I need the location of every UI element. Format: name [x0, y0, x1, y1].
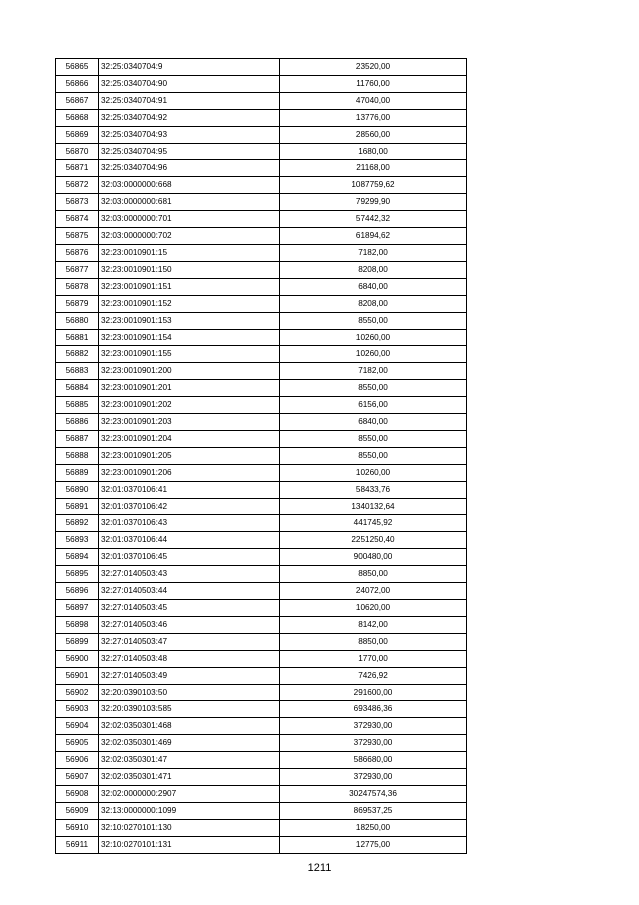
cadastral-number-cell: 32:23:0010901:204 [99, 430, 280, 447]
cadastral-number-cell: 32:01:0370106:42 [99, 498, 280, 515]
row-number-cell: 56871 [56, 160, 99, 177]
row-number-cell: 56889 [56, 464, 99, 481]
value-cell: 586680,00 [280, 752, 467, 769]
row-number-cell: 56886 [56, 414, 99, 431]
cadastral-number-cell: 32:23:0010901:153 [99, 312, 280, 329]
table-row [56, 616, 467, 633]
table-row [56, 802, 467, 819]
table-row [56, 414, 467, 431]
cadastral-number-cell: 32:03:0000000:702 [99, 228, 280, 245]
cadastral-number-cell: 32:25:0340704:95 [99, 143, 280, 160]
cadastral-number-cell: 32:23:0010901:206 [99, 464, 280, 481]
row-number-cell: 56893 [56, 532, 99, 549]
row-number-cell: 56910 [56, 819, 99, 836]
value-cell: 10620,00 [280, 600, 467, 617]
table-row [56, 59, 467, 76]
table-row [56, 160, 467, 177]
cadastral-number-cell: 32:01:0370106:41 [99, 481, 280, 498]
table-row [56, 312, 467, 329]
table-row [56, 228, 467, 245]
cadastral-number-cell: 32:02:0000000:2907 [99, 785, 280, 802]
cadastral-number-cell: 32:20:0390103:50 [99, 684, 280, 701]
cadastral-number-cell: 32:23:0010901:200 [99, 363, 280, 380]
value-cell: 8208,00 [280, 295, 467, 312]
table-row [56, 92, 467, 109]
row-number-cell: 56867 [56, 92, 99, 109]
value-cell: 47040,00 [280, 92, 467, 109]
cadastral-number-cell: 32:27:0140503:48 [99, 650, 280, 667]
table-row [56, 380, 467, 397]
row-number-cell: 56874 [56, 211, 99, 228]
row-number-cell: 56885 [56, 397, 99, 414]
value-cell: 1770,00 [280, 650, 467, 667]
cadastral-number-cell: 32:23:0010901:15 [99, 244, 280, 261]
cadastral-number-cell: 32:23:0010901:202 [99, 397, 280, 414]
row-number-cell: 56901 [56, 667, 99, 684]
cadastral-number-cell: 32:23:0010901:150 [99, 261, 280, 278]
value-cell: 6840,00 [280, 414, 467, 431]
table-row [56, 430, 467, 447]
row-number-cell: 56906 [56, 752, 99, 769]
cadastral-number-cell: 32:01:0370106:44 [99, 532, 280, 549]
value-cell: 1680,00 [280, 143, 467, 160]
value-cell: 8142,00 [280, 616, 467, 633]
cadastral-number-cell: 32:23:0010901:205 [99, 447, 280, 464]
value-cell: 10260,00 [280, 329, 467, 346]
cadastral-number-cell: 32:23:0010901:152 [99, 295, 280, 312]
value-cell: 6840,00 [280, 278, 467, 295]
value-cell: 8850,00 [280, 633, 467, 650]
cadastral-number-cell: 32:01:0370106:45 [99, 549, 280, 566]
row-number-cell: 56873 [56, 194, 99, 211]
row-number-cell: 56897 [56, 600, 99, 617]
cadastral-number-cell: 32:23:0010901:154 [99, 329, 280, 346]
table-row [56, 109, 467, 126]
value-cell: 10260,00 [280, 464, 467, 481]
cadastral-number-cell: 32:27:0140503:49 [99, 667, 280, 684]
row-number-cell: 56881 [56, 329, 99, 346]
value-cell: 79299,90 [280, 194, 467, 211]
table-row [56, 566, 467, 583]
cadastral-number-cell: 32:27:0140503:44 [99, 583, 280, 600]
cadastral-number-cell: 32:27:0140503:43 [99, 566, 280, 583]
table-row [56, 261, 467, 278]
table-row [56, 549, 467, 566]
value-cell: 8550,00 [280, 312, 467, 329]
value-cell: 1087759,62 [280, 177, 467, 194]
value-cell: 30247574,36 [280, 785, 467, 802]
row-number-cell: 56884 [56, 380, 99, 397]
cadastral-number-cell: 32:25:0340704:9 [99, 59, 280, 76]
value-cell: 2251250,40 [280, 532, 467, 549]
table-row [56, 194, 467, 211]
table-row [56, 836, 467, 853]
value-cell: 57442,32 [280, 211, 467, 228]
cadastral-number-cell: 32:27:0140503:46 [99, 616, 280, 633]
row-number-cell: 56902 [56, 684, 99, 701]
value-cell: 10260,00 [280, 346, 467, 363]
value-cell: 61894,62 [280, 228, 467, 245]
cadastral-value-table [55, 58, 467, 854]
table-row [56, 177, 467, 194]
cadastral-number-cell: 32:23:0010901:151 [99, 278, 280, 295]
cadastral-number-cell: 32:10:0270101:131 [99, 836, 280, 853]
value-cell: 6156,00 [280, 397, 467, 414]
value-cell: 7182,00 [280, 363, 467, 380]
cadastral-number-cell: 32:25:0340704:92 [99, 109, 280, 126]
table-row [56, 583, 467, 600]
value-cell: 8208,00 [280, 261, 467, 278]
table-row [56, 684, 467, 701]
cadastral-number-cell: 32:03:0000000:701 [99, 211, 280, 228]
row-number-cell: 56909 [56, 802, 99, 819]
table-row [56, 464, 467, 481]
value-cell: 24072,00 [280, 583, 467, 600]
table-row [56, 752, 467, 769]
table-row [56, 75, 467, 92]
row-number-cell: 56888 [56, 447, 99, 464]
row-number-cell: 56869 [56, 126, 99, 143]
cadastral-number-cell: 32:25:0340704:96 [99, 160, 280, 177]
table-row [56, 126, 467, 143]
cadastral-number-cell: 32:03:0000000:681 [99, 194, 280, 211]
table-row [56, 650, 467, 667]
row-number-cell: 56894 [56, 549, 99, 566]
cadastral-number-cell: 32:27:0140503:45 [99, 600, 280, 617]
table-row [56, 346, 467, 363]
row-number-cell: 56891 [56, 498, 99, 515]
table-row [56, 600, 467, 617]
cadastral-number-cell: 32:20:0390103:585 [99, 701, 280, 718]
value-cell: 8550,00 [280, 380, 467, 397]
table-row [56, 701, 467, 718]
row-number-cell: 56899 [56, 633, 99, 650]
row-number-cell: 56875 [56, 228, 99, 245]
table-row [56, 329, 467, 346]
cadastral-number-cell: 32:02:0350301:469 [99, 735, 280, 752]
row-number-cell: 56872 [56, 177, 99, 194]
row-number-cell: 56904 [56, 718, 99, 735]
table-row [56, 718, 467, 735]
table-row [56, 244, 467, 261]
row-number-cell: 56866 [56, 75, 99, 92]
table-row [56, 667, 467, 684]
row-number-cell: 56905 [56, 735, 99, 752]
row-number-cell: 56882 [56, 346, 99, 363]
table-row [56, 397, 467, 414]
value-cell: 12775,00 [280, 836, 467, 853]
cadastral-number-cell: 32:23:0010901:155 [99, 346, 280, 363]
page-number: 1211 [307, 862, 332, 874]
row-number-cell: 56876 [56, 244, 99, 261]
cadastral-number-cell: 32:25:0340704:91 [99, 92, 280, 109]
table-row [56, 447, 467, 464]
row-number-cell: 56878 [56, 278, 99, 295]
row-number-cell: 56907 [56, 769, 99, 786]
cadastral-number-cell: 32:27:0140503:47 [99, 633, 280, 650]
value-cell: 23520,00 [280, 59, 467, 76]
cadastral-number-cell: 32:01:0370106:43 [99, 515, 280, 532]
row-number-cell: 56880 [56, 312, 99, 329]
row-number-cell: 56868 [56, 109, 99, 126]
value-cell: 441745,92 [280, 515, 467, 532]
cadastral-number-cell: 32:02:0350301:471 [99, 769, 280, 786]
cadastral-number-cell: 32:25:0340704:93 [99, 126, 280, 143]
table-row [56, 278, 467, 295]
row-number-cell: 56911 [56, 836, 99, 853]
table-row [56, 785, 467, 802]
row-number-cell: 56895 [56, 566, 99, 583]
value-cell: 1340132,64 [280, 498, 467, 515]
value-cell: 372930,00 [280, 769, 467, 786]
value-cell: 8550,00 [280, 430, 467, 447]
value-cell: 58433,76 [280, 481, 467, 498]
table-row [56, 633, 467, 650]
cadastral-number-cell: 32:23:0010901:203 [99, 414, 280, 431]
table-row [56, 481, 467, 498]
table-row [56, 295, 467, 312]
table-row [56, 819, 467, 836]
value-cell: 18250,00 [280, 819, 467, 836]
row-number-cell: 56896 [56, 583, 99, 600]
value-cell: 869537,25 [280, 802, 467, 819]
row-number-cell: 56865 [56, 59, 99, 76]
value-cell: 8850,00 [280, 566, 467, 583]
cadastral-number-cell: 32:03:0000000:668 [99, 177, 280, 194]
table-row [56, 515, 467, 532]
value-cell: 372930,00 [280, 718, 467, 735]
row-number-cell: 56903 [56, 701, 99, 718]
row-number-cell: 56900 [56, 650, 99, 667]
table-row [56, 211, 467, 228]
row-number-cell: 56870 [56, 143, 99, 160]
cadastral-number-cell: 32:13:0000000:1099 [99, 802, 280, 819]
table-row [56, 735, 467, 752]
row-number-cell: 56877 [56, 261, 99, 278]
row-number-cell: 56883 [56, 363, 99, 380]
value-cell: 11760,00 [280, 75, 467, 92]
table-row [56, 363, 467, 380]
table-row [56, 498, 467, 515]
value-cell: 693486,36 [280, 701, 467, 718]
row-number-cell: 56892 [56, 515, 99, 532]
table-row [56, 532, 467, 549]
cadastral-number-cell: 32:02:0350301:47 [99, 752, 280, 769]
value-cell: 8550,00 [280, 447, 467, 464]
row-number-cell: 56890 [56, 481, 99, 498]
value-cell: 28560,00 [280, 126, 467, 143]
row-number-cell: 56887 [56, 430, 99, 447]
value-cell: 13776,00 [280, 109, 467, 126]
cadastral-number-cell: 32:23:0010901:201 [99, 380, 280, 397]
cadastral-number-cell: 32:02:0350301:468 [99, 718, 280, 735]
table-body [56, 59, 467, 854]
row-number-cell: 56898 [56, 616, 99, 633]
table-row [56, 143, 467, 160]
value-cell: 372930,00 [280, 735, 467, 752]
table-row [56, 769, 467, 786]
value-cell: 900480,00 [280, 549, 467, 566]
value-cell: 21168,00 [280, 160, 467, 177]
cadastral-number-cell: 32:10:0270101:130 [99, 819, 280, 836]
value-cell: 7426,92 [280, 667, 467, 684]
row-number-cell: 56908 [56, 785, 99, 802]
cadastral-number-cell: 32:25:0340704:90 [99, 75, 280, 92]
value-cell: 7182,00 [280, 244, 467, 261]
row-number-cell: 56879 [56, 295, 99, 312]
value-cell: 291600,00 [280, 684, 467, 701]
